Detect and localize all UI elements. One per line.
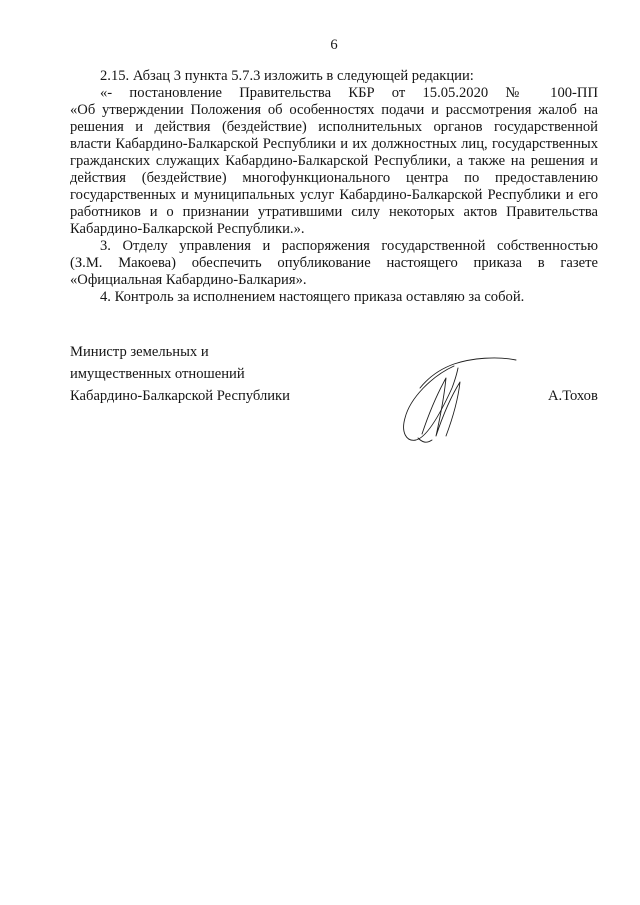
paragraph-2-15 [70, 68, 598, 85]
body-line: «- постановление Правительства КБР от 15.05.2020 № 100-ПП [100, 85, 598, 101]
signatory-title-line: Кабардино-Балкарской Республики [70, 388, 290, 404]
body-line: работников и о признании утратившими силу некоторых актов Правительства [70, 204, 598, 220]
signatory-title-line: имущественных отношений [70, 366, 245, 382]
signatory-title-line: Министр земельных и [70, 344, 209, 360]
signatory-name: А.Тохов [548, 388, 598, 404]
signatory-title [70, 341, 290, 407]
body-line: действия (бездействие) многофункционального центра по предоставлению [70, 170, 598, 186]
body-line: «Официальная Кабардино-Балкария». [70, 272, 307, 288]
paragraph-4 [70, 289, 598, 306]
body-line: государственных и муниципальных услуг Кабардино-Балкарской Республики и его [70, 187, 598, 203]
body-line: решения и действия (бездействие) исполнительных органов государственной [70, 119, 598, 135]
body-line: 4. Контроль за исполнением настоящего приказа оставляю за собой. [100, 289, 525, 305]
document-body [70, 68, 598, 306]
body-line: власти Кабардино-Балкарской Республики и их должностных лиц, государственных [70, 136, 598, 152]
body-line: гражданских служащих Кабардино-Балкарской Республики, а также на решения и [70, 153, 598, 169]
body-line: 3. Отделу управления и распоряжения государственной собственностью [100, 238, 598, 254]
body-line: Кабардино-Балкарской Республики.». [70, 221, 305, 237]
signature-stroke [422, 378, 460, 436]
body-line: 2.15. Абзац 3 пункта 5.7.3 изложить в следующей редакции: [100, 68, 474, 84]
body-line: (З.М. Макоева) обеспечить опубликование настоящего приказа в газете [70, 255, 598, 271]
paragraph-3 [70, 238, 598, 289]
page-number: 6 [330, 37, 338, 53]
signature-stroke [420, 358, 516, 388]
body-line: «Об утверждении Положения об особенностях подачи и рассмотрения жалоб на [70, 102, 598, 118]
paragraph-quoted-act [70, 85, 598, 238]
handwritten-signature [392, 348, 522, 448]
